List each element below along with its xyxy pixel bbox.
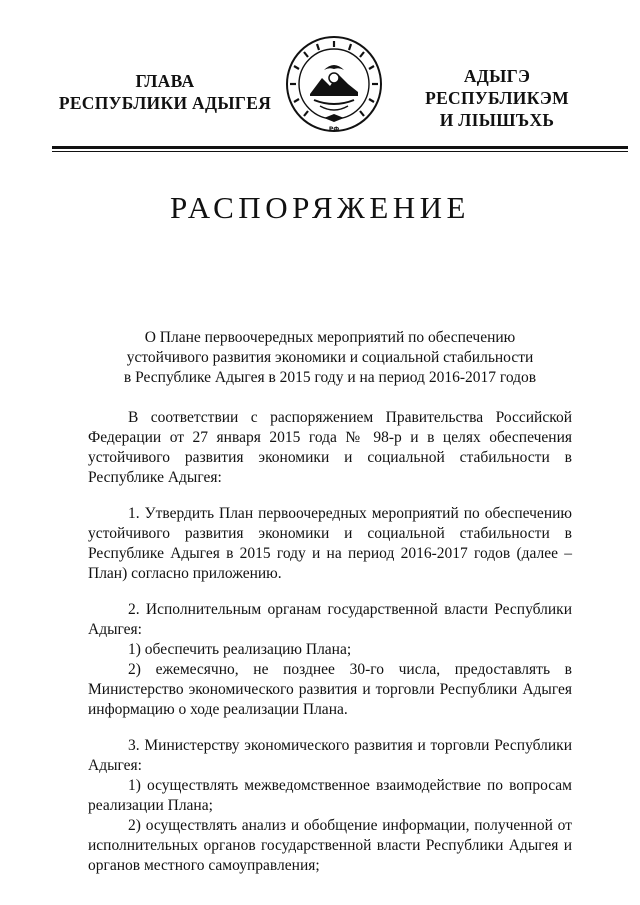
header-divider-thick: [52, 146, 628, 149]
document-body: [88, 408, 572, 876]
header-left-line1: ГЛАВА: [135, 71, 195, 91]
item-3-2-paragraph: 2) осуществлять анализ и обобщение информации, полученной от исполнительных органов государственной власти Республики Адыгея и органов местного самоуправления;: [88, 817, 572, 874]
item-2-2-paragraph: 2) ежемесячно, не позднее 30-го числа, предоставлять в Министерство экономического развития и торговли Республики Адыгея информацию о ходе реализации Плана.: [88, 661, 572, 718]
header-left-line2: РЕСПУБЛИКИ АДЫГЕЯ: [58, 93, 272, 113]
item-2-paragraph: 2. Исполнительным органам государственной власти Республики Адыгея:: [88, 601, 572, 638]
document-title: РАСПОРЯЖЕНИЕ: [170, 190, 470, 225]
document-subject: [80, 328, 580, 388]
item-2-1-paragraph: 1) обеспечить реализацию Плана;: [128, 641, 352, 658]
item-3-paragraph: 3. Министерству экономического развития и торговли Республики Адыгея:: [88, 737, 572, 774]
header-right: [392, 65, 602, 131]
item-3-1-paragraph: 1) осуществлять межведомственное взаимодействие по вопросам реализации Плана;: [88, 777, 572, 814]
header-right-line1: АДЫГЭ РЕСПУБЛИКЭМ: [425, 66, 569, 108]
subject-line-1: О Плане первоочередных мероприятий по обеспечению: [144, 329, 516, 346]
preamble-paragraph: В соответствии с распоряжением Правительства Российской Федерации от 27 января 2015 года № 98-р и в целях обеспечения устойчивого развития экономики и социальной стабильности в Республике Адыгея:: [88, 409, 572, 486]
subject-line-2: устойчивого развития экономики и социальной стабильности: [126, 349, 534, 366]
svg-text:РФ: РФ: [328, 126, 340, 133]
header-right-line2: И ЛІЫШЪХЬ: [439, 110, 555, 130]
coat-of-arms-icon: [284, 34, 384, 134]
item-1-paragraph: 1. Утвердить План первоочередных мероприятий по обеспечению устойчивого развития экономики и социальной стабильности в Республике Адыгея в 2015 году и на период 2016-2017 годов (далее – План) согласно приложению.: [88, 505, 572, 582]
header-left: [40, 70, 290, 114]
header-divider-thin: [52, 151, 628, 152]
subject-line-3: в Республике Адыгея в 2015 году и на период 2016-2017 годов: [123, 369, 537, 386]
